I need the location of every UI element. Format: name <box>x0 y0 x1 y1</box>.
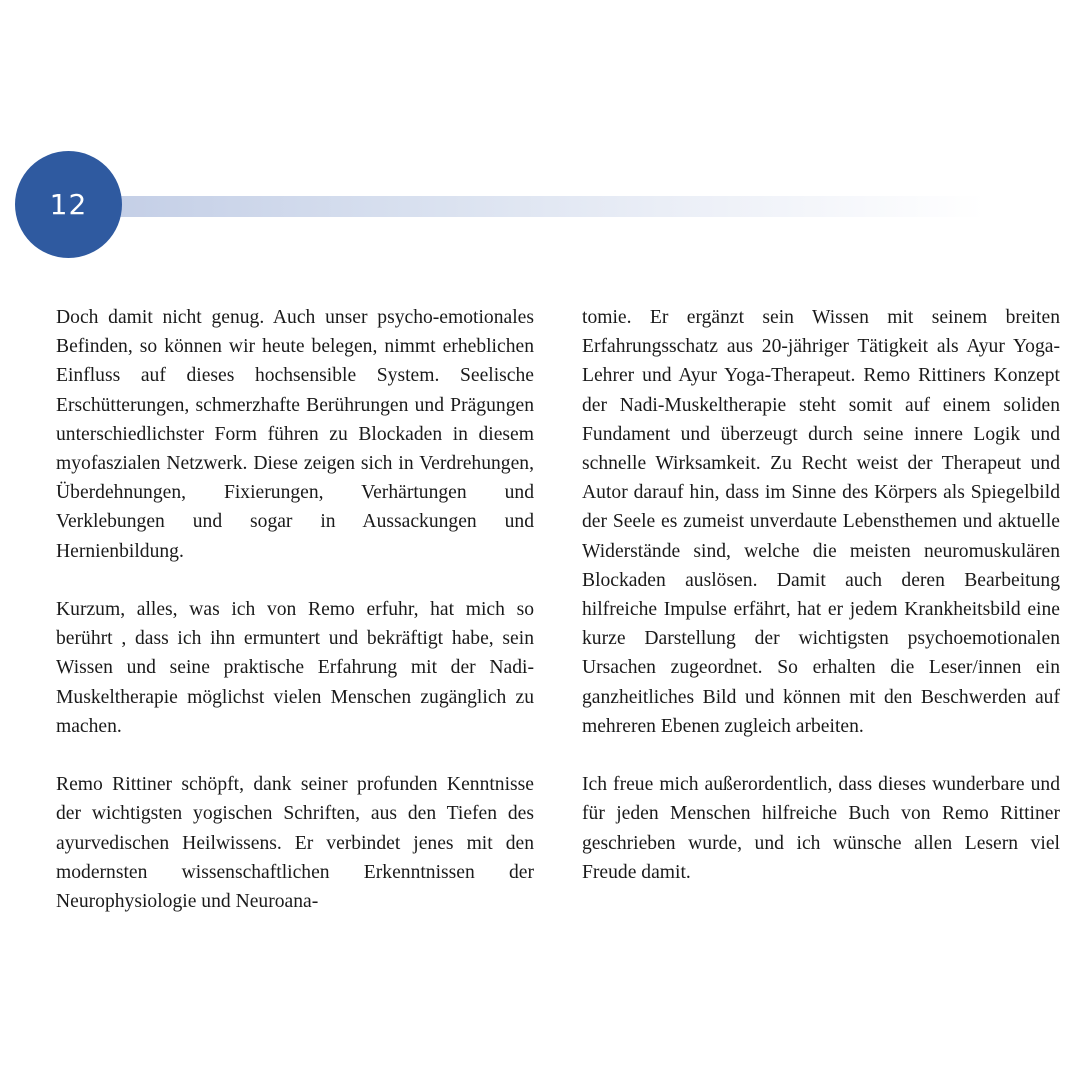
paragraph: Ich freue mich außerordentlich, dass dieses wunderbare und für jeden Menschen hilfreiche Buch von Remo Rittiner geschrieben wurde, und ich wünsche allen Lesern viel Freude damit. <box>582 774 1060 883</box>
text-column-left <box>56 303 534 916</box>
header-rule <box>100 196 985 217</box>
paragraph: Remo Rittiner schöpft, dank seiner profunden Kenntnisse der wichtigsten yogischen Schriften, aus den Tiefen des ayurvedischen Heilwissens. Er verbindet jenes mit den modernsten wissenschaftlichen Erkenntnissen der Neurophysiologie und Neuroana- <box>56 774 534 913</box>
page-number-badge <box>15 151 122 258</box>
paragraph: tomie. Er ergänzt sein Wissen mit seinem breiten Erfahrungsschatz aus 20-jähriger Tätigkeit als Ayur Yoga-Lehrer und Ayur Yoga-Therapeut. Remo Rittiners Konzept der Nadi-Muskeltherapie steht somit auf einem soliden Fundament und überzeugt durch seine innere Logik und schnelle Wirksamkeit. Zu Recht weist der Therapeut und Autor darauf hin, dass im Sinne des Körpers als Spiegelbild der Seele es zumeist unverdaute Lebensthemen und aktuelle Widerstände sind, welche die meisten neuromuskulären Blockaden auslösen. Damit auch deren Bearbeitung hilfreiche Impulse erfährt, hat er jedem Krankheitsbild eine kurze Darstellung der wichtigsten psychoemotionalen Ursachen zugeordnet. So erhalten die Leser/innen ein ganzheitliches Bild und können mit den Beschwerden auf mehreren Ebenen zugleich arbeiten. <box>582 307 1060 737</box>
paragraph: Doch damit nicht genug. Auch unser psycho-emotionales Befinden, so können wir heute belegen, nimmt erheblichen Einfluss auf dieses hochsensible System. Seelische Erschütterungen, schmerzhafte Berührungen und Prägungen unterschiedlichster Form führen zu Blockaden in diesem myofaszialen Netzwerk. Diese zeigen sich in Verdrehungen, Überdehnungen, Fixierungen, Verhärtungen und Verklebungen und sogar in Aussackungen und Hernienbildung. <box>56 307 534 562</box>
text-column-right <box>582 303 1060 887</box>
paragraph: Kurzum, alles, was ich von Remo erfuhr, hat mich so berührt , dass ich ihn ermuntert und bekräftigt habe, sein Wissen und seine praktische Erfahrung mit der Nadi-Muskeltherapie möglichst vielen Menschen zugänglich zu machen. <box>56 599 534 737</box>
page-number: 12 <box>49 188 88 221</box>
